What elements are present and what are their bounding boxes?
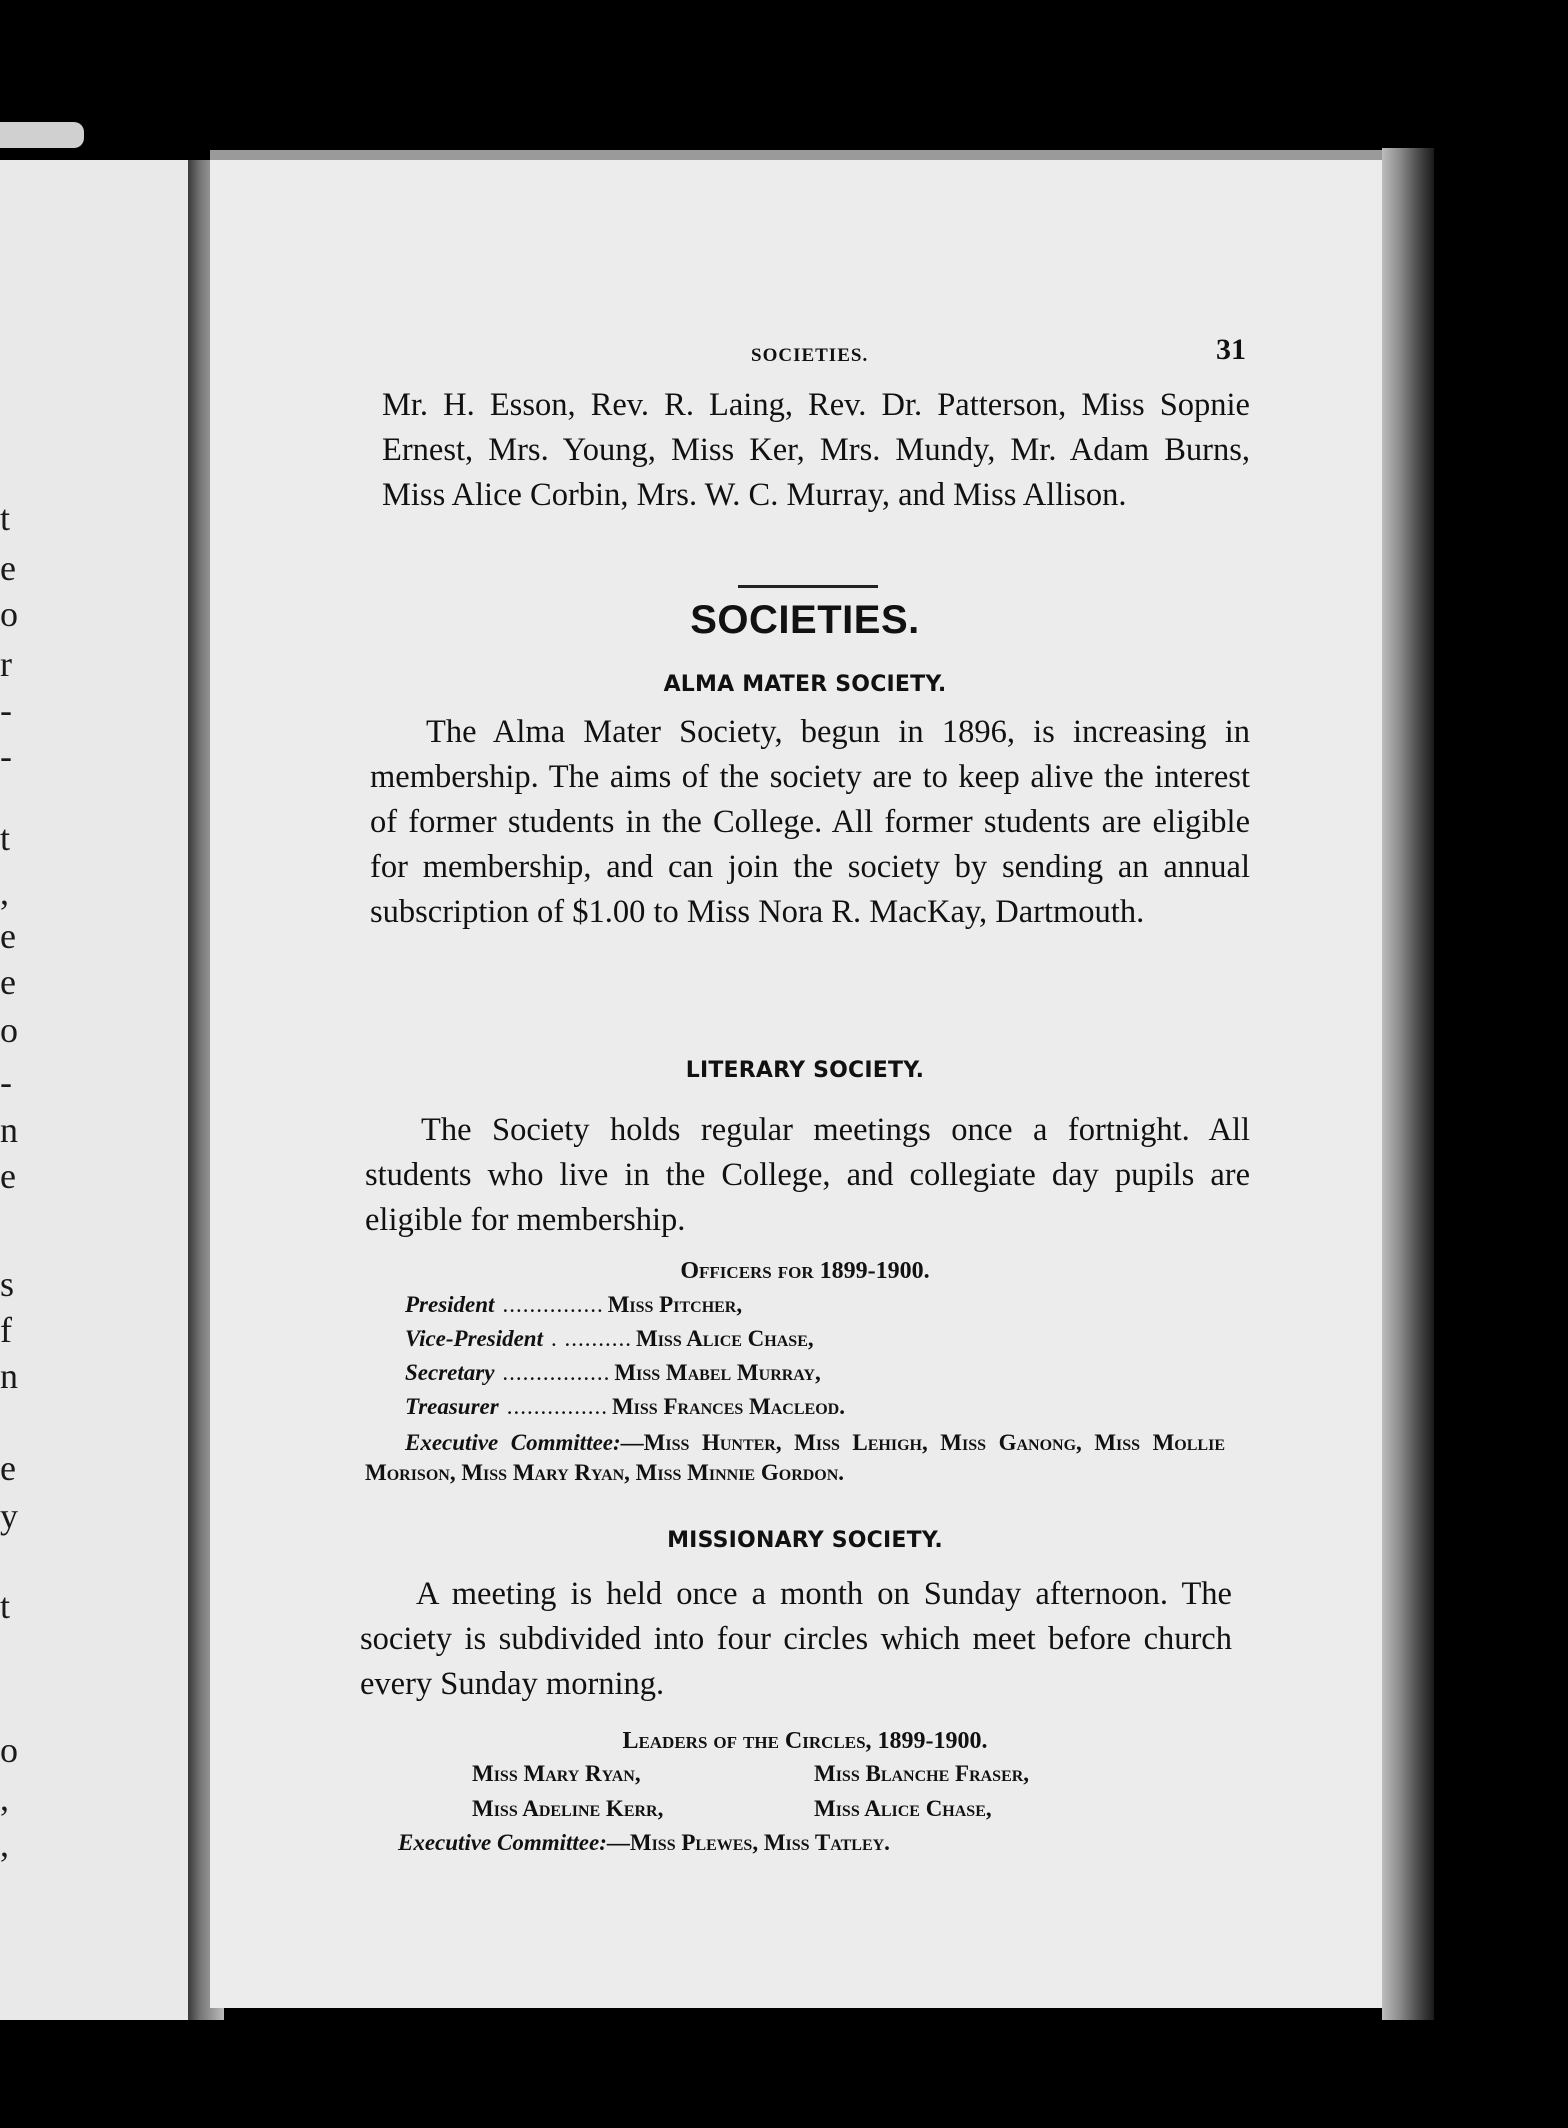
literary-text: The Society holds regular meetings once a fortnight. All students who live in the College, and collegiate day pupils are eligible for membership.: [365, 1112, 1250, 1238]
fragment-letter: f: [0, 1310, 12, 1350]
page-stack-edge: [1382, 148, 1434, 2020]
leader-dots: ...............: [502, 1292, 604, 1317]
officer-row-vice-president: [405, 1322, 1205, 1356]
fragment-letter: e: [0, 962, 16, 1002]
fragment-letter: t: [0, 1586, 11, 1626]
missionary-text: A meeting is held once a month on Sunday afternoon. The society is subdivided into four circles which meet before church every Sunday morning.: [360, 1576, 1232, 1702]
section-divider: [738, 585, 878, 588]
officers-heading: Officers for 1899-1900.: [680, 1258, 930, 1284]
officer-row-secretary: [405, 1356, 1205, 1390]
leader-name: Miss Adeline Kerr,: [472, 1796, 664, 1821]
officer-role: President: [405, 1292, 495, 1317]
leader-name: Miss Blanche Fraser,: [814, 1761, 1030, 1786]
officer-name: Miss Alice Chase,: [635, 1326, 814, 1351]
officer-row-treasurer: [405, 1390, 1205, 1424]
officers-list: [405, 1288, 1205, 1424]
running-head: [360, 333, 1250, 373]
fragment-letter: o: [0, 1730, 18, 1770]
officer-role: Secretary: [405, 1360, 495, 1385]
leaders-list: [472, 1756, 1122, 1826]
fragment-letter: t: [0, 498, 11, 538]
fragment-letter: s: [0, 1264, 15, 1304]
fragment-letter: -: [0, 690, 12, 730]
fragment-letter: o: [0, 594, 18, 634]
executive-members: —Miss Hunter, Miss Lehigh, Miss Ganong, Miss Mollie Morison, Miss Mary Ryan, Miss Minnie Gordon.: [365, 1430, 1225, 1485]
executive-label: Executive Committee:: [398, 1830, 607, 1855]
left-page-text-fragments: [0, 160, 40, 2020]
fragment-letter: e: [0, 1448, 16, 1488]
missionary-heading: MISSIONARY SOCIETY.: [667, 1528, 943, 1553]
officer-row-president: [405, 1288, 1205, 1322]
fragment-letter: e: [0, 548, 16, 588]
leader-dots: ................: [502, 1360, 611, 1385]
left-page-tab: [0, 122, 84, 148]
missionary-executive-committee: [398, 1828, 1178, 1858]
fragment-letter: t: [0, 818, 11, 858]
running-title: SOCIETIES.: [751, 345, 869, 366]
fragment-letter: o: [0, 1010, 18, 1050]
leaders-heading: Leaders of the Circles, 1899-1900.: [622, 1728, 988, 1754]
alma-mater-text: The Alma Mater Society, begun in 1896, is increasing in membership. The aims of the society are to keep alive the interest of former students in the College. All former students are eligible for membership, and can join the society by sending an annual subscription of $1.00 to Miss Nora R. MacKay, Dartmouth.: [370, 714, 1250, 930]
leader-dots: . ..........: [550, 1326, 632, 1351]
intro-paragraph: Mr. H. Esson, Rev. R. Laing, Rev. Dr. Patterson, Miss Sopnie Ernest, Mrs. Young, Miss Ker, Mrs. Mundy, Mr. Adam Burns, Miss Alice Corbin, Mrs. W. C. Murray, and Miss Allison.: [382, 387, 1250, 513]
fragment-letter: e: [0, 1156, 16, 1196]
officer-name: Miss Mabel Murray,: [614, 1360, 821, 1385]
leader-dots: ...............: [506, 1394, 608, 1419]
fragment-letter: ,: [0, 872, 9, 912]
leader-name: Miss Alice Chase,: [814, 1796, 992, 1821]
section-title: SOCIETIES.: [690, 598, 920, 642]
fragment-letter: e: [0, 916, 16, 956]
executive-members: —Miss Plewes, Miss Tatley.: [606, 1830, 890, 1855]
officer-role: Vice-President: [405, 1326, 543, 1351]
page-content: [360, 320, 1250, 1880]
fragment-letter: y: [0, 1496, 18, 1536]
officer-name: Miss Frances Macleod.: [611, 1394, 845, 1419]
fragment-letter: ,: [0, 1778, 9, 1818]
officer-name: Miss Pitcher,: [607, 1292, 743, 1317]
alma-mater-heading: ALMA MATER SOCIETY.: [663, 672, 947, 697]
executive-label: Executive Committee:: [405, 1430, 621, 1455]
literary-heading: LITERARY SOCIETY.: [685, 1058, 925, 1083]
fragment-letter: -: [0, 1062, 12, 1102]
officer-role: Treasurer: [405, 1394, 499, 1419]
literary-executive-committee: [365, 1428, 1225, 1488]
fragment-letter: ,: [0, 1824, 9, 1864]
fragment-letter: n: [0, 1110, 18, 1150]
left-facing-page: [0, 160, 188, 2020]
fragment-letter: n: [0, 1356, 18, 1396]
fragment-letter: -: [0, 736, 12, 776]
leader-name: Miss Mary Ryan,: [472, 1761, 641, 1786]
page-number: 31: [1216, 333, 1246, 366]
fragment-letter: r: [0, 644, 12, 684]
